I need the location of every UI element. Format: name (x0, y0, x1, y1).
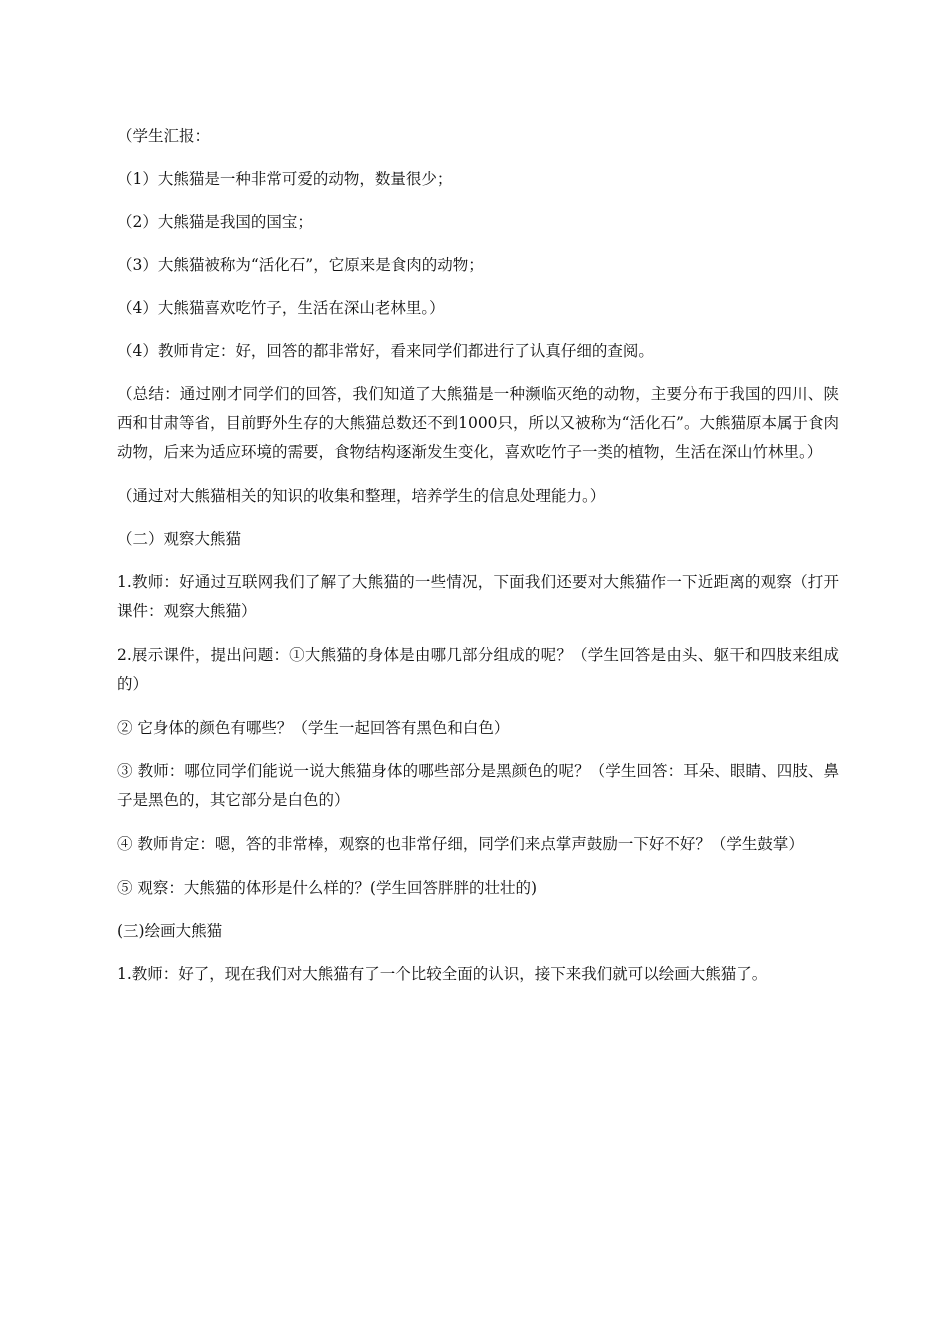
observe-step-1: 1.教师：好通过互联网我们了解了大熊猫的一些情况，下面我们还要对大熊猫作一下近距离的观察（打开课件：观察大熊猫） (117, 573, 839, 620)
observe-question-3: ③ 教师：哪位同学们能说一说大熊猫身体的哪些部分是黑颜色的呢？（学生回答：耳朵、眼睛、四肢、鼻子是黑色的，其它部分是白色的） (117, 762, 839, 809)
observe-question-4: ④ 教师肯定：嗯，答的非常棒，观察的也非常仔细，同学们来点掌声鼓励一下好不好？（学生鼓掌） (117, 835, 804, 853)
observe-question-2: ② 它身体的颜色有哪些？（学生一起回答有黑色和白色） (117, 719, 510, 737)
teacher-affirmation: （4）教师肯定：好，回答的都非常好，看来同学们都进行了认真仔细的查阅。 (117, 342, 654, 360)
report-item-4: （4）大熊猫喜欢吃竹子，生活在深山老林里。） (117, 299, 445, 317)
section-heading-draw: (三)绘画大熊猫 (117, 922, 223, 940)
section-heading-observe: （二）观察大熊猫 (117, 530, 242, 548)
observe-question-5: ⑤ 观察：大熊猫的体形是什么样的？(学生回答胖胖的壮壮的) (117, 879, 538, 897)
report-item-1: （1）大熊猫是一种非常可爱的动物，数量很少； (117, 170, 453, 188)
report-item-2: （2）大熊猫是我国的国宝； (117, 213, 313, 231)
document-body (117, 122, 839, 1003)
summary-paragraph: （总结：通过刚才同学们的回答，我们知道了大熊猫是一种濒临灭绝的动物，主要分布于我国的四川、陕西和甘肃等省，目前野外生存的大熊猫总数还不到1000只，所以又被称为“活化石”。大熊猫原本属于食肉动物，后来为适应环境的需要，食物结构逐渐发生变化，喜欢吃竹子一类的植物，生活在深山竹林里。） (117, 385, 839, 461)
report-item-3: （3）大熊猫被称为“活化石”，它原来是食肉的动物； (117, 256, 484, 274)
draw-step-1: 1.教师：好了，现在我们对大熊猫有了一个比较全面的认识，接下来我们就可以绘画大熊猫了。 (117, 965, 768, 983)
purpose-note: （通过对大熊猫相关的知识的收集和整理，培养学生的信息处理能力。） (117, 487, 606, 505)
student-report-heading: （学生汇报： (117, 127, 211, 145)
observe-step-2: 2.展示课件，提出问题：①大熊猫的身体是由哪几部分组成的呢？（学生回答是由头、躯干和四肢来组成的） (117, 646, 839, 693)
